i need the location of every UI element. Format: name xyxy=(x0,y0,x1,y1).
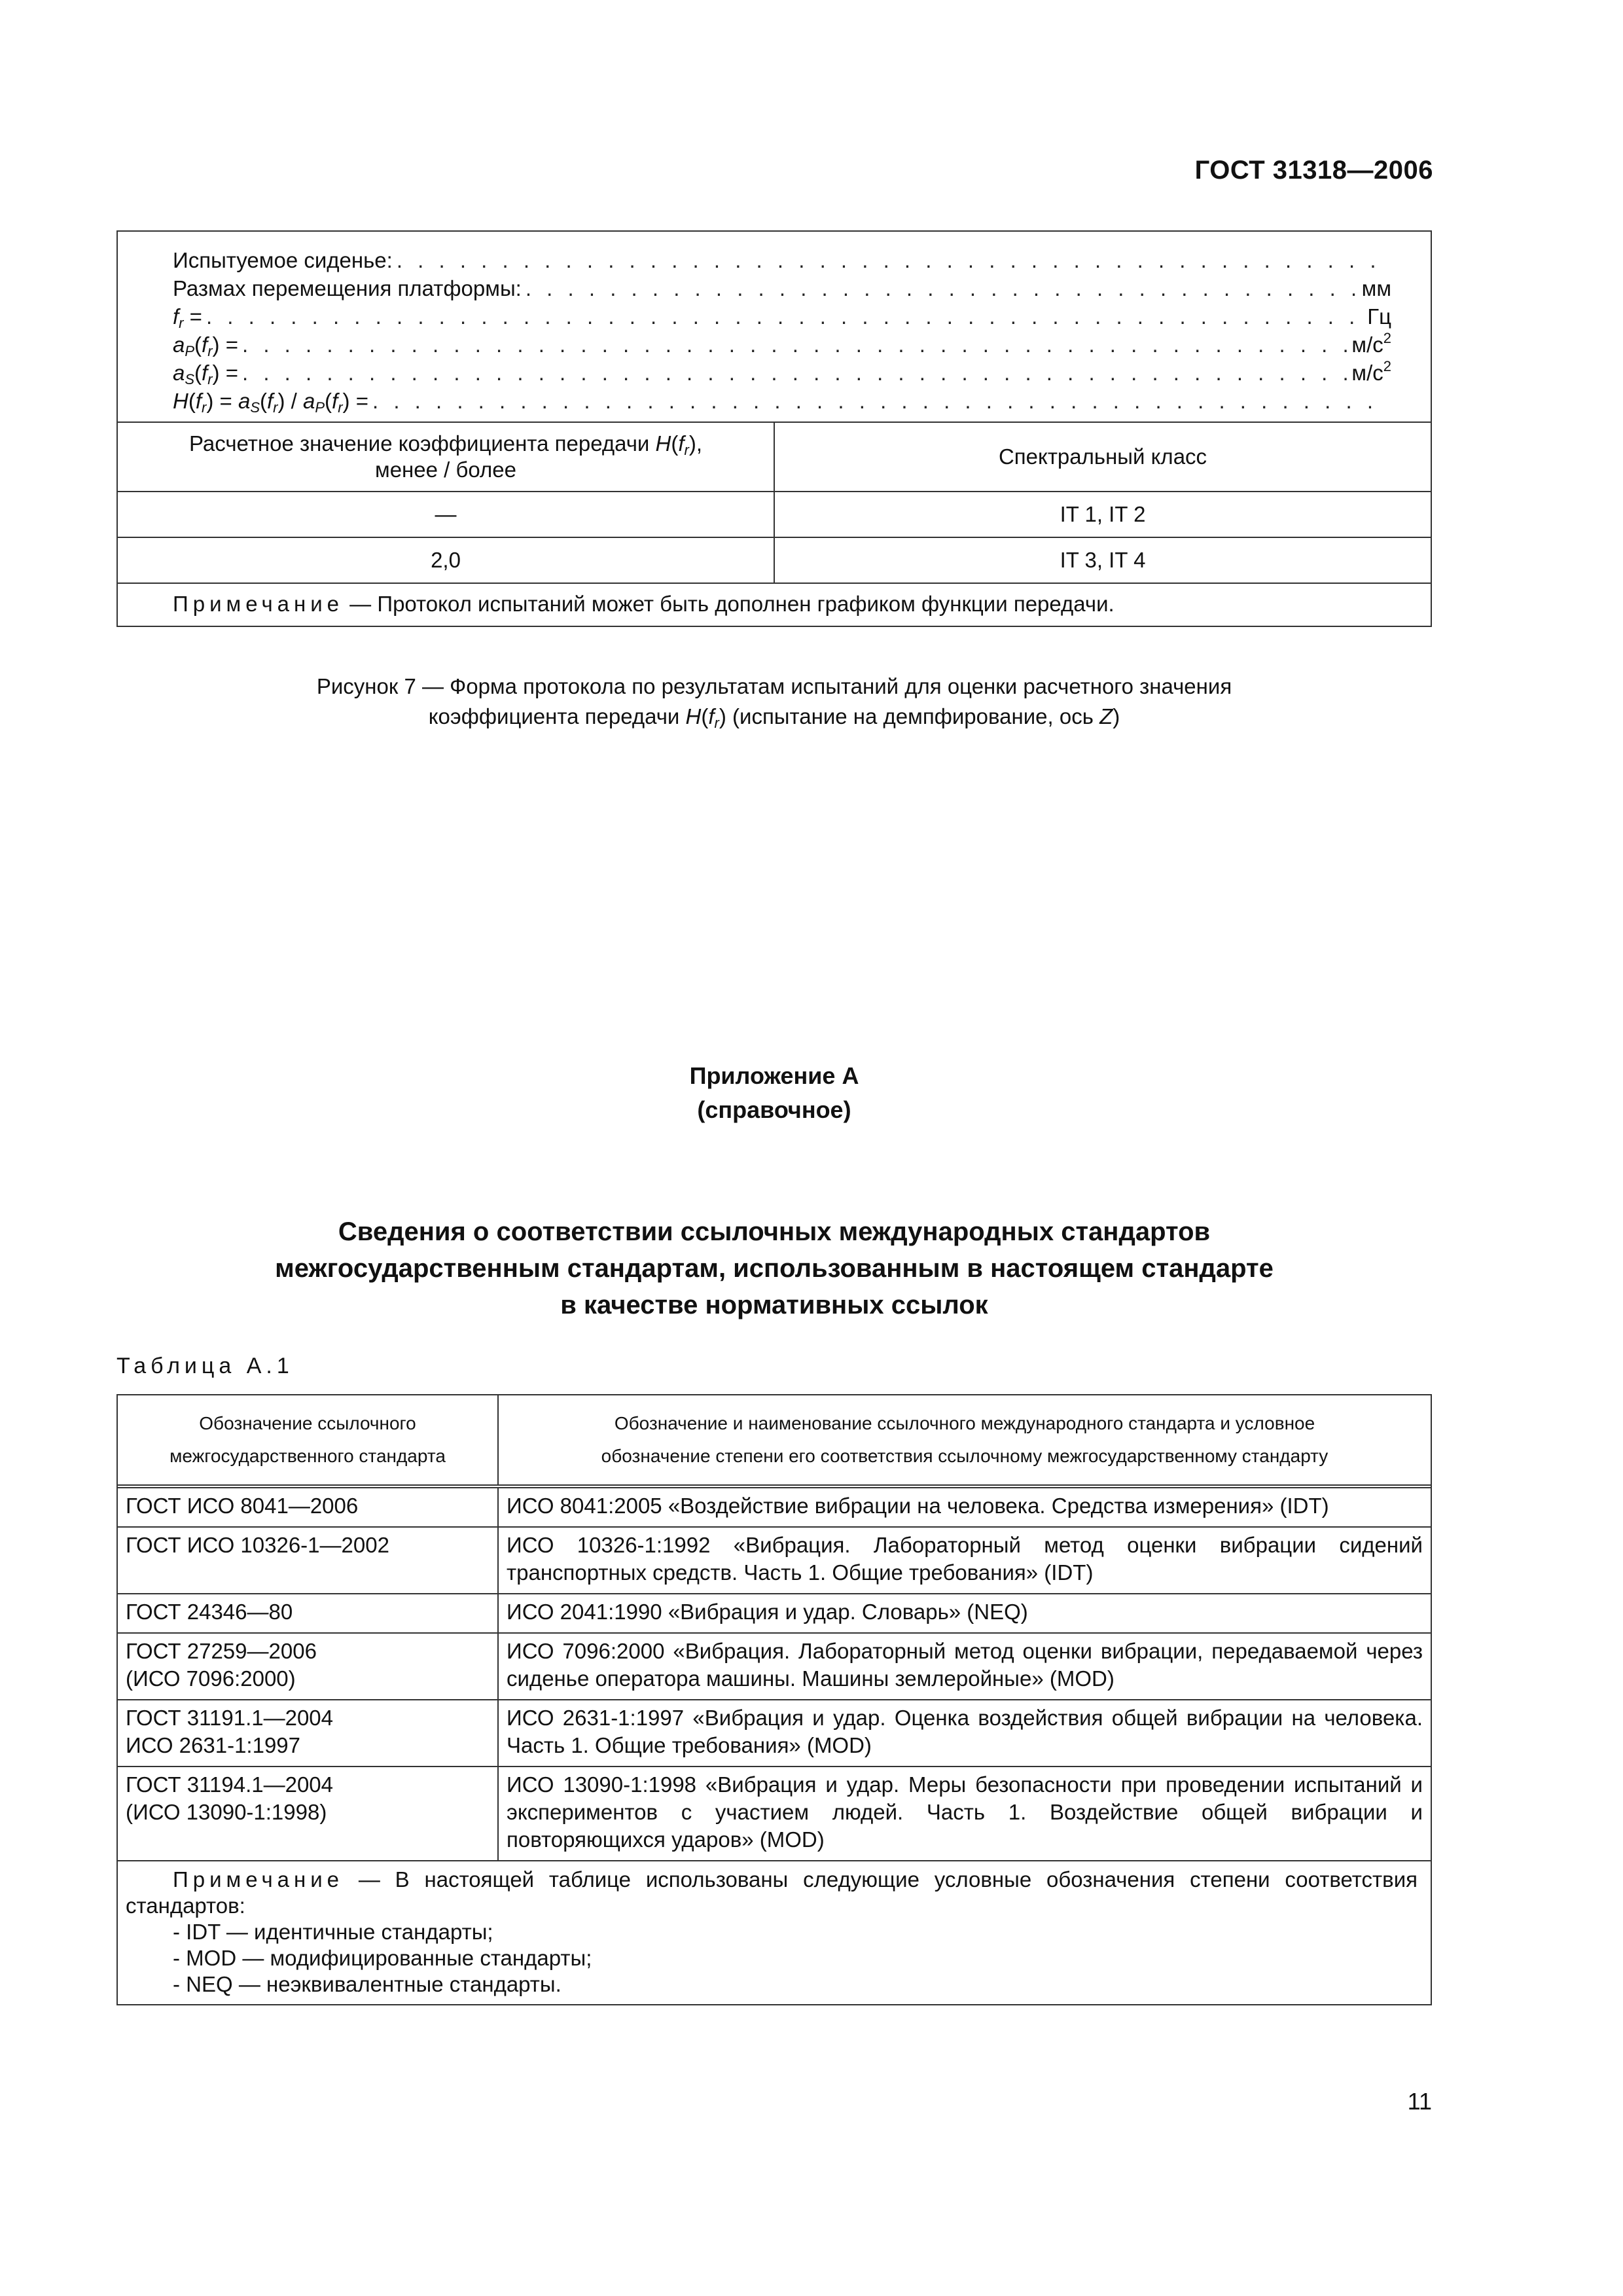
table-row xyxy=(118,1594,1431,1633)
fill-in-dots xyxy=(526,274,1358,302)
interstate-standard-cell: ГОСТ ИСО 10326-1—2002 xyxy=(118,1527,498,1594)
table-row xyxy=(118,1767,1431,1860)
field-label: $a_S(f_r)$ = xyxy=(173,361,238,387)
form-field xyxy=(173,387,1391,415)
field-label: $a_P(f_r)$ = xyxy=(173,332,238,359)
test-protocol-form xyxy=(116,230,1432,627)
appendix-heading: Сведения о соответствии ссылочных международных стандартов межгосударственным стандартам, использованным в настоящем стандарте в качестве нормативных ссылок xyxy=(275,1217,1274,1319)
document-code: ГОСТ 31318—2006 xyxy=(1194,156,1433,185)
form-field xyxy=(173,359,1391,387)
form-note: Примечание — Протокол испытаний может быть дополнен графиком функции передачи. xyxy=(118,583,1431,626)
form-field xyxy=(173,331,1391,359)
header-spectral-class: Спектральный класс xyxy=(774,422,1431,492)
international-standard-cell: ИСО 7096:2000 «Вибрация. Лабораторный метод оценки вибрации, передаваемой через сиденье оператора машины. Машины землеройные» (MOD) xyxy=(498,1633,1431,1700)
field-label: Испытуемое сиденье: xyxy=(173,248,393,272)
coefficient-value: 2,0 xyxy=(118,537,774,583)
fill-in-dots xyxy=(397,246,1387,274)
form-field xyxy=(173,302,1391,331)
field-label: $H(f_r) = a_S(f_r) / a_P(f_r)$ = xyxy=(173,389,368,415)
field-unit: $м/с^2$ xyxy=(1351,331,1391,357)
fill-in-dots xyxy=(206,302,1363,331)
header-interstate-standard: Обозначение ссылочного межгосударственного стандарта xyxy=(169,1413,446,1466)
header-international-standard: Обозначение и наименование ссылочного международного стандарта и условное обозначение степени его соответствия ссылочному межгосударственному стандарту xyxy=(498,1395,1431,1486)
interstate-standard-cell: ГОСТ 27259—2006 (ИСО 7096:2000) xyxy=(118,1633,498,1700)
transfer-coefficient-table xyxy=(118,422,1431,583)
appendix-title: Приложение А (справочное) xyxy=(689,1062,859,1123)
field-label: $f_r$ = xyxy=(173,304,202,331)
international-standard-cell: ИСО 13090-1:1998 «Вибрация и удар. Меры безопасности при проведении испытаний и экспериментов с участием людей. Часть 1. Воздействие общей вибрации и повторяющихся ударов» (MOD) xyxy=(498,1767,1431,1860)
fill-in-dots xyxy=(372,387,1387,415)
coefficient-value: — xyxy=(118,492,774,537)
international-standard-cell: ИСО 2631-1:1997 «Вибрация и удар. Оценка воздействия общей вибрации на человека. Часть 1. Общие требования» (MOD) xyxy=(498,1700,1431,1767)
table-row xyxy=(118,1527,1431,1594)
form-field xyxy=(173,246,1391,274)
field-unit: $м/с^2$ xyxy=(1351,359,1391,385)
header-transfer-coefficient: Расчетное значение коэффициента передачи $H(f_r)$, менее / более xyxy=(118,422,774,492)
interstate-standard-cell: ГОСТ 31191.1—2004 ИСО 2631-1:1997 xyxy=(118,1700,498,1767)
table-label: Таблица А.1 xyxy=(116,1354,294,1378)
fill-in-dots xyxy=(242,331,1347,359)
field-unit: мм xyxy=(1361,276,1391,300)
standards-correspondence-table xyxy=(116,1394,1432,2005)
fill-in-dots xyxy=(242,359,1347,387)
international-standard-cell: ИСО 8041:2005 «Воздействие вибрации на человека. Средства измерения» (IDT) xyxy=(498,1486,1431,1527)
interstate-standard-cell: ГОСТ ИСО 8041—2006 xyxy=(118,1486,498,1527)
table-row xyxy=(118,1700,1431,1767)
form-fields xyxy=(118,232,1431,422)
page-number: 11 xyxy=(1407,2088,1432,2115)
table-note: Примечание — В настоящей таблице использованы следующие условные обозначения степени соответствия стандартов: - IDT — идентичные стандарты; - MOD — модифицированные стандарты; - NEQ — неэквивалентные стандарты. xyxy=(118,1860,1431,2004)
table-row xyxy=(118,492,1431,537)
interstate-standard-cell: ГОСТ 31194.1—2004 (ИСО 13090-1:1998) xyxy=(118,1767,498,1860)
table-row xyxy=(118,1633,1431,1700)
table-row xyxy=(118,1486,1431,1527)
spectral-class-value: IT 3, IT 4 xyxy=(774,537,1431,583)
international-standard-cell: ИСО 10326-1:1992 «Вибрация. Лабораторный метод оценки вибрации сидений транспортных средств. Часть 1. Общие требования» (IDT) xyxy=(498,1527,1431,1594)
field-unit: Гц xyxy=(1367,304,1391,329)
international-standard-cell: ИСО 2041:1990 «Вибрация и удар. Словарь» (NEQ) xyxy=(498,1594,1431,1633)
field-label: Размах перемещения платформы: xyxy=(173,276,522,300)
interstate-standard-cell: ГОСТ 24346—80 xyxy=(118,1594,498,1633)
spectral-class-value: IT 1, IT 2 xyxy=(774,492,1431,537)
form-field xyxy=(173,274,1391,302)
table-row xyxy=(118,537,1431,583)
figure-caption: Рисунок 7 — Форма протокола по результатам испытаний для оценки расчетного значения коэффициента передачи $H(f_r)$ (испытание на демпфирование, ось Z) xyxy=(316,674,1232,731)
